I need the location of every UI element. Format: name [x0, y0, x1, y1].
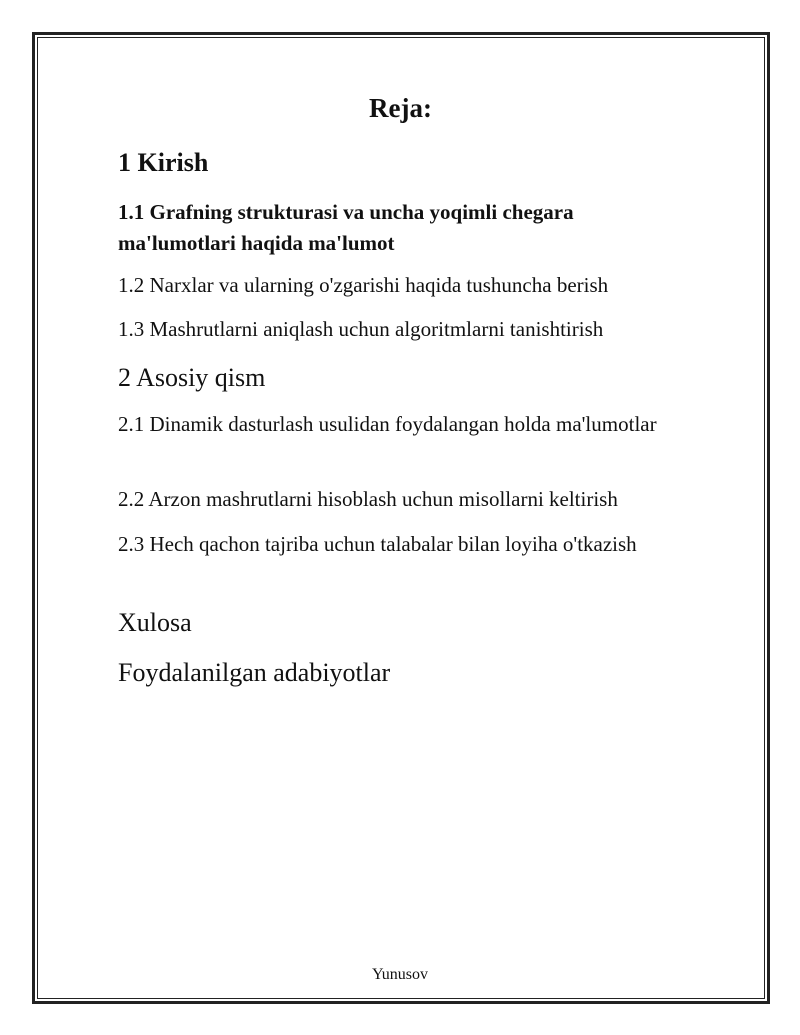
subsection-2-2: 2.2 Arzon mashrutlarni hisoblash uchun misollarni keltirish	[118, 487, 618, 511]
subsection-1-2: 1.2 Narxlar va ularning o'zgarishi haqida tushuncha berish	[118, 273, 609, 297]
page-footer-author: Yunusov	[371, 966, 428, 983]
subsection-1-1: 1.1 Grafning strukturasi va uncha yoqimli chegara ma'lumotlari haqida ma'lumot	[118, 200, 574, 255]
page-border-inner	[37, 37, 765, 999]
subsection-2-1: 2.1 Dinamik dasturlash usulidan foydalangan holda ma'lumotlar	[118, 412, 657, 436]
subsection-1-3: 1.3 Mashrutlarni aniqlash uchun algoritmlarni tanishtirish	[118, 317, 604, 341]
section-asosiy-qism: 2 Asosiy qism	[118, 363, 266, 392]
section-xulosa: Xulosa	[118, 608, 192, 637]
page-title: Reja:	[369, 93, 432, 123]
section-adabiyotlar: Foydalanilgan adabiyotlar	[118, 658, 391, 687]
section-kirish: 1 Kirish	[118, 148, 209, 177]
subsection-2-3: 2.3 Hech qachon tajriba uchun talabalar bilan loyiha o'tkazish	[118, 532, 637, 556]
